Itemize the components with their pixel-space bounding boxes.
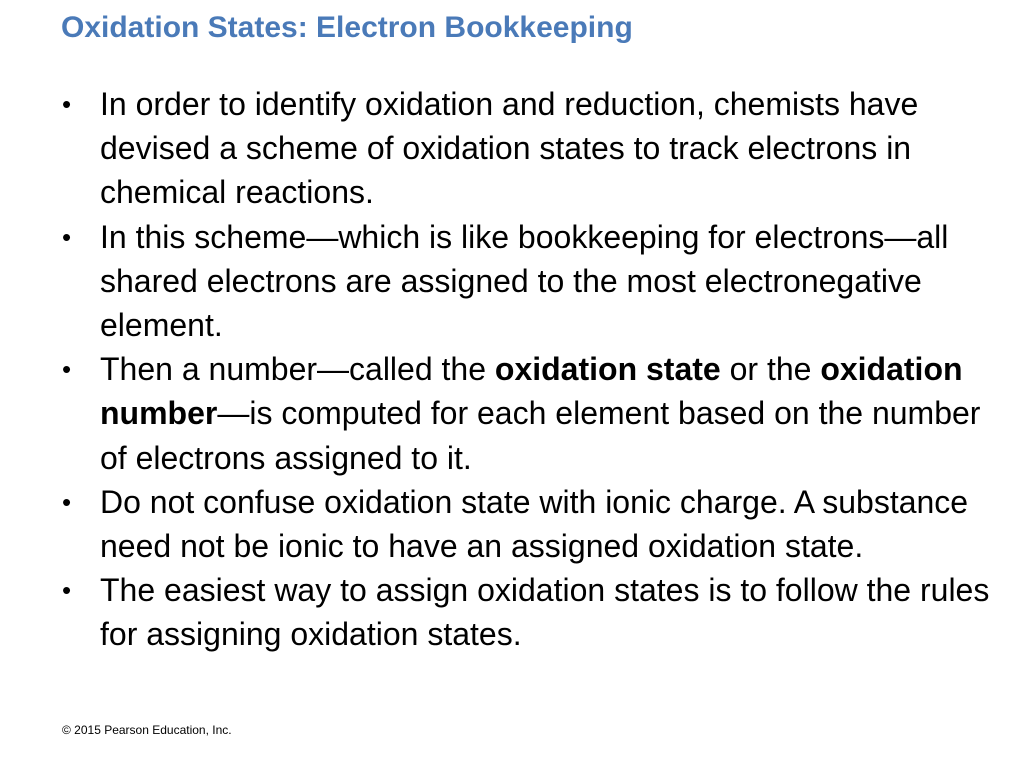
bullet-icon: • — [62, 354, 72, 385]
bullet-icon: • — [62, 575, 72, 606]
bullet-item — [62, 347, 992, 480]
bullet-text-segment: —is computed for each element based on the number of electrons assigned to it. — [100, 395, 981, 476]
slide-title: Oxidation States: Electron Bookkeeping — [61, 11, 633, 44]
bullet-item — [62, 480, 992, 568]
bullet-text: In order to identify oxidation and reduction, chemists have devised a scheme of oxidation states to track electrons in chemical reactions. — [100, 86, 919, 211]
bullet-item — [62, 568, 992, 656]
bullet-text-segment: or the — [720, 351, 821, 388]
bullet-icon: • — [62, 221, 72, 252]
bullet-icon: • — [62, 486, 72, 517]
bullet-item — [62, 82, 992, 215]
bullet-text: In this scheme—which is like bookkeeping for electrons—all shared electrons are assigned to the most electronegative element. — [100, 218, 949, 344]
bullet-icon: • — [62, 89, 72, 119]
term-oxidation-number: oxidation number — [100, 351, 963, 432]
bullet-item — [62, 215, 992, 348]
bullet-text-segment: Then a number—called the — [100, 351, 495, 388]
bullet-list — [62, 82, 992, 657]
bullet-text: Do not confuse oxidation state with ionic charge. A substance need not be ionic to have an assigned oxidation state. — [100, 483, 969, 565]
copyright-footer: © 2015 Pearson Education, Inc. — [62, 723, 232, 737]
term-oxidation-state: oxidation state — [494, 351, 721, 388]
bullet-text: The easiest way to assign oxidation states is to follow the rules for assigning oxidation states. — [100, 572, 990, 653]
bullet-text — [100, 351, 980, 475]
